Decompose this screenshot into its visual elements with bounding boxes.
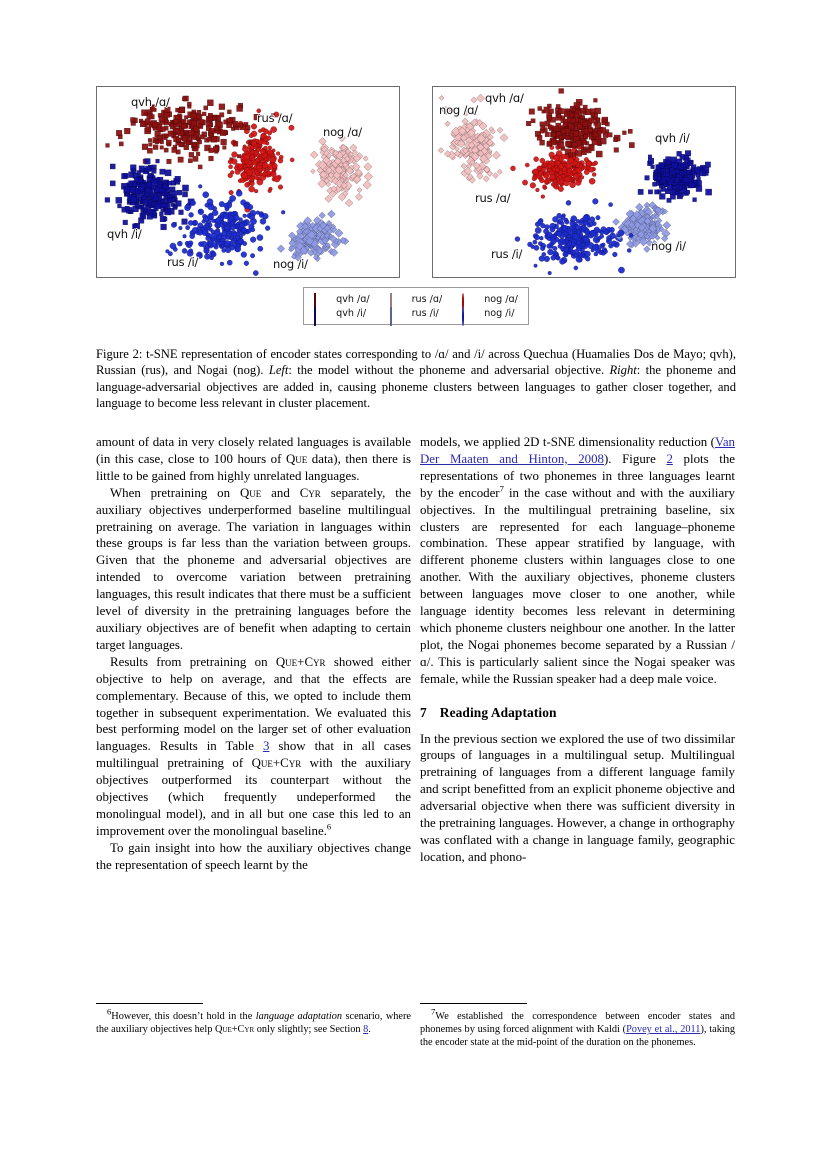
legend-diamond-icon	[388, 294, 399, 305]
fn-text: We established the correspondence between encoder states and phonemes by using forced alignment with Kaldi (	[420, 1011, 735, 1036]
paragraph-1-right	[420, 434, 735, 688]
paragraph-3-left	[96, 654, 411, 840]
legend-entry-nog-a	[460, 292, 518, 306]
para-text: show that in all cases multilingual pretraining of	[96, 739, 411, 771]
legend-label-rus-a: rus /ɑ/	[411, 293, 443, 305]
figure-2	[96, 86, 736, 325]
body-right-column	[420, 434, 735, 866]
section-heading-reading-adaptation	[420, 705, 735, 722]
legend-diamond-icon	[388, 308, 399, 319]
para-text: When pretraining on	[110, 485, 240, 500]
figure-legend-wrap	[96, 287, 736, 325]
para-text: in the case without and with the auxiliary objectives. In the multilingual pretraining baseline, six clusters are represented for each language–phoneme combination. These appear stratified by language, with different phoneme clusters within languages close to one another. With the auxiliary objectives, phoneme clusters between languages move closer to one another, while language identity becomes less relevant in determining which phoneme clusters neighbour one another. In the latter plot, the Nogai phonemes become separated by a Russian /ɑ/. This is particularly salient since the Nogai speaker was female, while the Russian speaker had a deep male voice.	[420, 485, 735, 686]
legend-entry-nog-i	[460, 306, 518, 320]
para-text: In the previous section we explored the use of two dissimilar groups of languages in a multilingual setup. Multilingual pretraining of languages from a different language family and script benefitted from an explicit phoneme objective and adversarial objective when there was sufficient diversity in the pretraining languages. However, a change in orthography was conflated with a change in language family, geographic location, and phono-	[420, 731, 735, 864]
table-reference-link[interactable]: 3	[262, 739, 270, 754]
figure-caption-text-3: : the phoneme and language-adversarial objectives are added in, causing phoneme clusters between languages to gather closer together, and language to become less relevant in cluster placement.	[96, 363, 736, 411]
cluster-label-qvh-a-left: qvh /ɑ/	[131, 95, 170, 109]
footnote-left	[96, 1003, 411, 1036]
para-text: plots the representations of two phonemes in three languages learnt by the encoder	[420, 451, 736, 500]
para-text: data), then there is little to be gained from highly unrelated languages.	[96, 451, 411, 483]
para-text: amount of data in very closely related languages is available (in this case, close to 100 hours of	[96, 435, 411, 466]
figure-caption-em-right: Right	[609, 363, 637, 378]
figure-caption-em-left: Left	[268, 363, 289, 378]
legend-label-qvh-i: qvh /i/	[336, 307, 367, 319]
paragraph-4-left	[96, 840, 411, 874]
footnote-7-text	[420, 1006, 735, 1050]
cluster-label-rus-a-right: rus /ɑ/	[475, 191, 511, 205]
citation-link-vandermaaten[interactable]: Van Der Maaten and Hinton, 2008	[420, 435, 735, 466]
scatter-plots-row	[96, 86, 736, 278]
cluster-label-qvh-i-left: qvh /i/	[107, 227, 142, 241]
fn-text: .	[368, 1024, 371, 1036]
section-reference-link[interactable]: 8	[363, 1024, 369, 1036]
figure-caption-text-2: : the model without the phoneme and adversarial objective.	[288, 363, 610, 378]
footnote-rule	[96, 1003, 203, 1004]
cluster-label-nog-a-right: nog /ɑ/	[439, 103, 478, 117]
right-scatter-plot	[432, 86, 736, 278]
footnote-marker-6[interactable]: 6	[326, 821, 332, 832]
fn-text: ), taking the encoder state at the mid-point of the duration on the phonemes.	[420, 1024, 735, 1049]
paragraph-2-right	[420, 731, 735, 866]
figure-caption	[96, 346, 736, 412]
smallcaps-que-cyr: Que+Cyr	[275, 654, 326, 669]
fn-emphasis: language adaptation	[255, 1011, 343, 1022]
para-text: with the auxiliary objectives outperformed its counterpart without the objectives (which frequently undeperformed the monolingual model), and in all but one case this led to an improvement over the monolingual baseline.	[96, 756, 412, 838]
cluster-label-rus-i-left: rus /i/	[167, 255, 199, 269]
smallcaps-que-cyr: Que+Cyr	[251, 756, 302, 771]
legend-label-rus-i: rus /i/	[411, 307, 439, 319]
legend-entry-rus-a	[388, 292, 443, 306]
legend-entry-qvh-i	[312, 306, 369, 320]
para-text: showed either objective to help on average, and that the effects are complementary. Because of this, we opted to include them together in subsequent experimentation. We evaluated this best performing model on the larger set of other evaluation languages. Results in Table	[96, 654, 411, 754]
cluster-label-nog-a-left: nog /ɑ/	[323, 125, 362, 139]
legend-circle-icon	[460, 308, 471, 319]
legend-entry-rus-i	[388, 306, 443, 320]
para-text: To gain insight into how the auxiliary objectives change the representation of speech learnt by the	[96, 840, 411, 872]
para-text: and	[261, 485, 300, 500]
legend-square-icon	[312, 294, 323, 305]
figure-reference-link[interactable]: 2	[666, 451, 673, 466]
cluster-label-rus-a-left: rus /ɑ/	[257, 111, 293, 125]
figure-caption-text-1: t-SNE representation of encoder states corresponding to /ɑ/ and /i/ across Quechua (Huamalies Dos de Mayo; qvh), Russian (rus), and Nogai (nog).	[96, 347, 736, 378]
figure-legend	[303, 287, 529, 325]
section-number: 7	[420, 704, 427, 720]
footnote-number-7: 7	[431, 1006, 436, 1017]
citation-link-povey[interactable]: Povey et al., 2011	[626, 1024, 701, 1036]
cluster-label-nog-i-right: nog /i/	[651, 239, 686, 253]
right-scatter-svg	[433, 87, 735, 277]
fn-text: scenario, where the auxiliary objectives help	[96, 1011, 411, 1036]
figure-caption-label: Figure 2:	[96, 347, 143, 361]
footnote-right	[420, 1003, 735, 1050]
footnote-number-6: 6	[107, 1006, 112, 1017]
legend-square-icon	[312, 308, 323, 319]
smallcaps-que-cyr: Que+Cyr	[214, 1024, 255, 1036]
legend-label-qvh-a: qvh /ɑ/	[336, 293, 370, 305]
legend-circle-icon	[460, 294, 471, 305]
left-scatter-svg	[97, 87, 399, 277]
paragraph-1-left	[96, 434, 411, 485]
legend-label-nog-a: nog /ɑ/	[484, 293, 518, 305]
footnote-rule	[420, 1003, 527, 1004]
left-scatter-plot	[96, 86, 400, 278]
paragraph-2-left	[96, 485, 411, 654]
body-left-column	[96, 434, 411, 874]
cluster-label-qvh-i-right: qvh /i/	[655, 131, 690, 145]
footnote-marker-7[interactable]: 7	[499, 483, 504, 494]
cluster-label-nog-i-left: nog /i/	[273, 257, 308, 271]
smallcaps-cyr: Cyr	[299, 485, 321, 500]
para-text: models, we applied 2D t-SNE dimensionality reduction (	[420, 435, 715, 449]
legend-label-nog-i: nog /i/	[484, 307, 515, 319]
para-text: ). Figure	[603, 451, 667, 466]
smallcaps-que: Que	[285, 451, 308, 466]
fn-text: only slightly; see Section	[254, 1024, 364, 1036]
footnote-6-text	[96, 1006, 411, 1036]
cluster-label-rus-i-right: rus /i/	[491, 247, 523, 261]
para-text: separately, the auxiliary objectives underperformed baseline multilingual pretraining on average. The variation in languages within these groups is far less than the variation between groups. Given that the phoneme and adversarial objectives are intended to overcome variation between pretraining languages, this result indicates that there must be a sufficient level of diversity in the pretraining languages before the auxiliary objectives are of benefit when adapting to certain target languages.	[96, 485, 412, 652]
para-text: Results from pretraining on	[110, 654, 276, 669]
legend-entry-qvh-a	[312, 292, 369, 306]
section-title: Reading Adaptation	[439, 704, 557, 720]
smallcaps-que: Que	[239, 485, 262, 500]
cluster-label-qvh-a-right: qvh /ɑ/	[485, 91, 524, 105]
fn-text: However, this doesn’t hold in the	[111, 1011, 256, 1022]
